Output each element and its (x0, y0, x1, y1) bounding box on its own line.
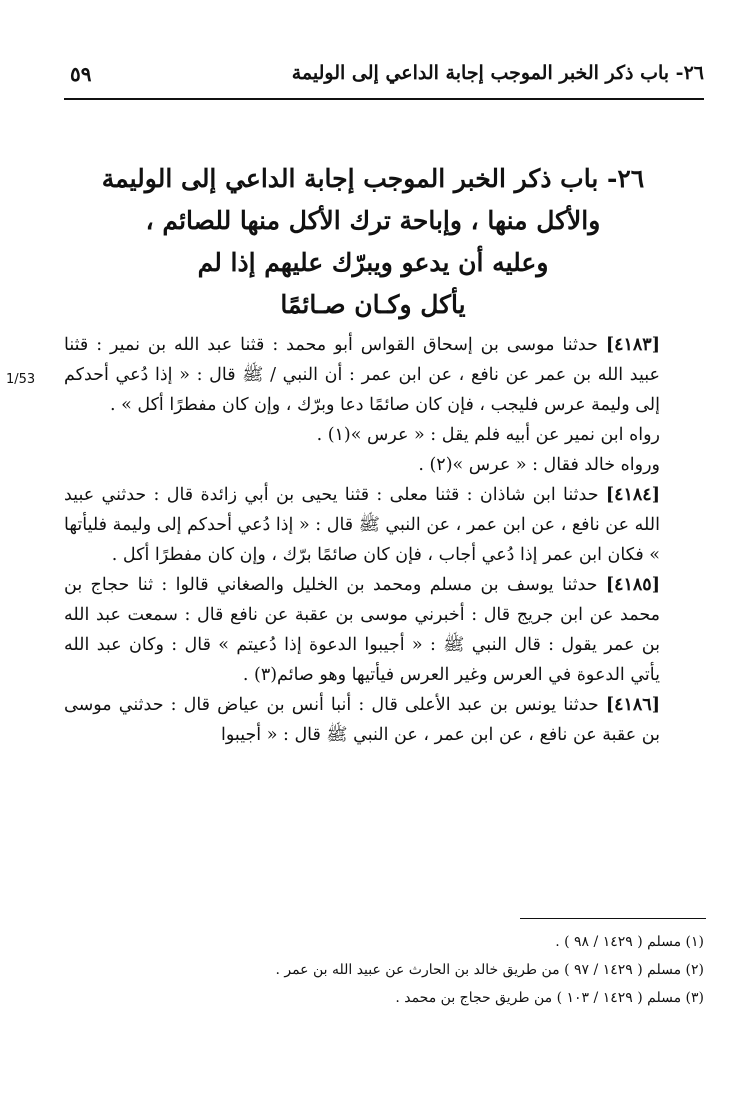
hadith-text: حدثنا يوسف بن مسلم ومحمد بن الخليل والصغاني قالوا : ثنا حجاج بن محمد عن ابن جريج قال : أخبرني موسى بن عقبة عن نافع قال : سمعت عبد الله بن عمر يقول : قال النبي ﷺ : « أجيبوا الدعوة إذا دُعيتم » قال : وكان عبد الله يأتي الدعوة في العرس وغير العرس فيأتيها وهو صائم(٣) . (64, 575, 660, 685)
hadith-text: حدثنا يونس بن عبد الأعلى قال : أنبا أنس بن عياض قال : حدثني موسى بن عقبة عن نافع ، عن ابن عمر ، عن النبي ﷺ قال : « أجيبوا (64, 695, 660, 745)
margin-folio-note: 1/53 (6, 372, 36, 387)
chapter-heading-line: ٢٦- باب ذكر الخبر الموجب إجابة الداعي إلى الوليمة (101, 164, 645, 193)
narration-text: رواه ابن نمير عن أبيه فلم يقل : « عرس »(١) . (316, 425, 660, 445)
running-header-title: ٢٦- باب ذكر الخبر الموجب إجابة الداعي إلى الوليمة (291, 62, 704, 84)
footnote: (٣) مسلم ( ١٤٢٩ / ١٠٣ ) من طريق حجاج بن محمد . (395, 990, 704, 1006)
hadith-paragraph (64, 330, 704, 420)
hadith-text: حدثنا ابن شاذان : قثنا معلى : قثنا يحيى بن أبي زائدة قال : حدثني عبيد الله عن نافع ، عن ابن عمر ، عن النبي ﷺ قال : « إذا دُعي أحدكم إلى وليمة فليأتها » فكان ابن عمر إذا دُعي أجاب ، فإن كان صائمًا برّك ، وإن كان مفطرًا أكل . (64, 485, 660, 565)
footnote-divider (520, 918, 706, 919)
hadith-text: حدثنا موسى بن إسحاق القواس أبو محمد : قثنا عبد الله بن نمير : قثنا عبيد الله بن عمر عن نافع ، عن ابن عمر : أن النبي / ﷺ قال : « إذا دُعي أحدكم إلى وليمة عرس فليجب ، فإن كان صائمًا دعا وبرّك ، وإن كان مفطرًا أكل » . (64, 335, 660, 415)
hadith-number: [٤١٨٦] (605, 695, 660, 715)
hadith-number: [٤١٨٥] (605, 575, 660, 595)
chapter-heading-line: والأكل منها ، وإباحة ترك الأكل منها للصائم ، (145, 206, 601, 235)
chapter-heading-line: يأكل وكـان صـائمًا (280, 290, 466, 319)
narration-note (64, 450, 704, 480)
header-divider (64, 98, 704, 100)
hadith-paragraph (64, 690, 704, 750)
narration-text: ورواه خالد فقال : « عرس »(٢) . (418, 455, 660, 475)
hadith-paragraph (64, 570, 704, 690)
footnotes (64, 928, 704, 1012)
hadith-paragraph (64, 480, 704, 570)
narration-note (64, 420, 704, 450)
page-number: ٥٩ (70, 62, 92, 86)
chapter-heading-line: وعليه أن يدعو ويبرّك عليهم إذا لم (197, 248, 549, 277)
footnote: (١) مسلم ( ١٤٢٩ / ٩٨ ) . (555, 934, 704, 950)
main-text (64, 330, 704, 750)
chapter-heading (90, 158, 656, 326)
running-header (64, 58, 704, 98)
footnote: (٢) مسلم ( ١٤٢٩ / ٩٧ ) من طريق خالد بن الحارث عن عبيد الله بن عمر . (275, 962, 704, 978)
hadith-number: [٤١٨٣] (605, 335, 660, 355)
hadith-number: [٤١٨٤] (605, 485, 660, 505)
